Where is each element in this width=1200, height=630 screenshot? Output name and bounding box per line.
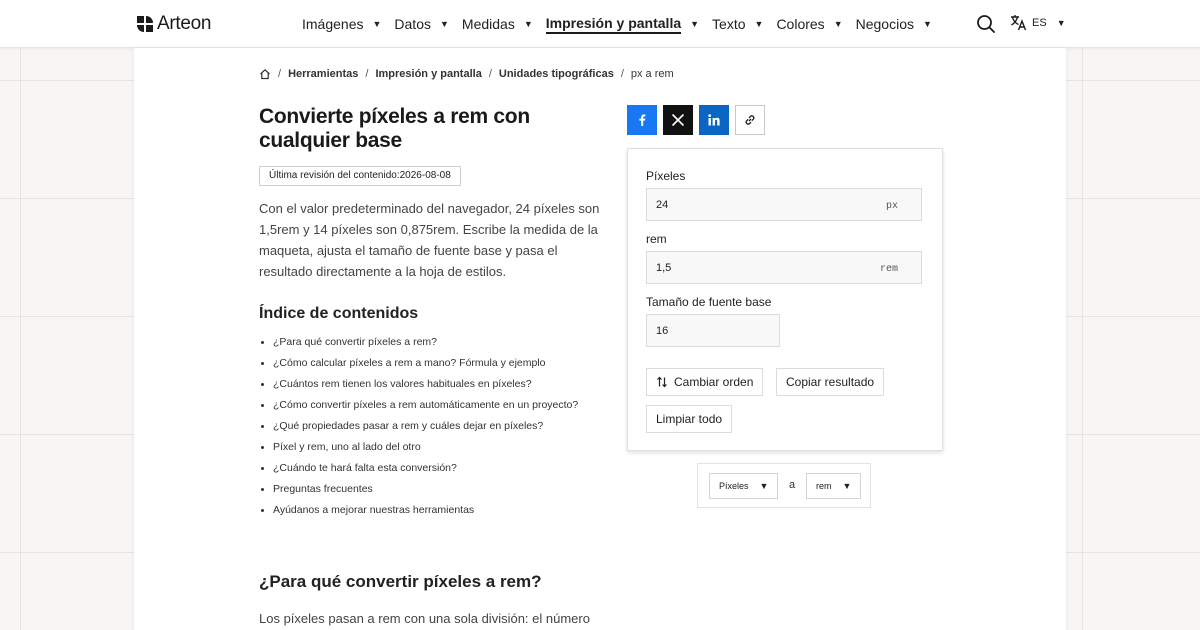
home-icon[interactable] bbox=[259, 68, 271, 80]
breadcrumb-separator: / bbox=[488, 68, 492, 80]
intro-paragraph: Con el valor predeterminado del navegador, 24 píxeles son 1,5rem y 14 píxeles son 0,875rem. Escribe la medida de la maqueta, ajusta el tamaño de fuente base y pasa el resultado directamente a la hoja de estilos. bbox=[259, 201, 600, 279]
link-icon bbox=[743, 113, 757, 127]
toc-link[interactable]: ¿Cómo calcular píxeles a rem a mano? Fórmula y ejemplo bbox=[259, 353, 578, 374]
pixels-field-label: Píxeles bbox=[646, 169, 686, 183]
caret-down-icon: ▼ bbox=[922, 19, 932, 29]
swap-arrows-icon bbox=[656, 376, 668, 388]
share-facebook-button[interactable] bbox=[627, 105, 657, 135]
nav-label: Texto bbox=[712, 16, 746, 32]
nav-item-impresion-pantalla[interactable] bbox=[546, 0, 699, 48]
toc-link[interactable]: ¿Para qué convertir píxeles a rem? bbox=[259, 332, 578, 353]
caret-down-icon: ▼ bbox=[1056, 17, 1066, 28]
main-nav bbox=[302, 0, 945, 48]
content-card bbox=[134, 48, 1066, 630]
breadcrumb-separator: / bbox=[365, 68, 369, 80]
page-title: Convierte píxeles a rem con cualquier base bbox=[259, 105, 530, 152]
clear-all-label: Limpiar todo bbox=[656, 412, 723, 426]
language-label: ES bbox=[1032, 16, 1047, 29]
breadcrumb-link-impresion[interactable]: Impresión y pantalla bbox=[375, 68, 482, 80]
top-navigation-bar bbox=[0, 0, 1200, 48]
breadcrumb-current: px a rem bbox=[630, 68, 674, 80]
toc-link[interactable]: ¿Cuántos rem tienen los valores habituales en píxeles? bbox=[259, 374, 578, 395]
unit-selector bbox=[697, 463, 871, 508]
caret-down-icon: ▼ bbox=[759, 481, 769, 491]
copy-link-button[interactable] bbox=[735, 105, 765, 135]
caret-down-icon: ▼ bbox=[690, 19, 700, 29]
from-unit-value: Píxeles bbox=[719, 481, 749, 491]
to-unit-value: rem bbox=[816, 481, 832, 491]
nav-label: Medidas bbox=[461, 16, 515, 32]
section-heading: ¿Para qué convertir píxeles a rem? bbox=[259, 572, 542, 591]
logo-text: Arteon bbox=[157, 13, 212, 34]
language-selector[interactable] bbox=[1010, 14, 1066, 31]
px-to-rem-converter bbox=[627, 148, 943, 451]
toc-link[interactable]: Preguntas frecuentes bbox=[259, 479, 578, 500]
nav-label: Datos bbox=[394, 16, 431, 32]
nav-item-medidas[interactable] bbox=[462, 0, 533, 48]
nav-label: Colores bbox=[776, 16, 825, 32]
facebook-icon bbox=[635, 113, 649, 127]
pixels-input[interactable] bbox=[647, 189, 921, 220]
toc-link[interactable]: Píxel y rem, uno al lado del otro bbox=[259, 437, 578, 458]
caret-down-icon: ▼ bbox=[523, 19, 533, 29]
search-button[interactable] bbox=[975, 13, 997, 35]
caret-down-icon: ▼ bbox=[833, 19, 843, 29]
swap-order-button[interactable] bbox=[646, 368, 763, 396]
nav-item-datos[interactable] bbox=[394, 0, 449, 48]
to-unit-select[interactable] bbox=[806, 473, 861, 499]
logo-mark-icon bbox=[137, 16, 153, 32]
caret-down-icon: ▼ bbox=[842, 481, 852, 491]
toc-title: Índice de contenidos bbox=[259, 305, 419, 322]
copy-result-button[interactable] bbox=[776, 368, 884, 396]
base-font-size-label: Tamaño de fuente base bbox=[646, 295, 772, 309]
rem-field-label: rem bbox=[646, 232, 667, 246]
copy-result-label: Copiar resultado bbox=[786, 375, 875, 389]
caret-down-icon: ▼ bbox=[372, 19, 382, 29]
section-paragraph: Los píxeles pasan a rem con una sola división: el número bbox=[259, 611, 590, 626]
breadcrumb bbox=[259, 68, 674, 80]
nav-item-colores[interactable] bbox=[776, 0, 842, 48]
clear-all-button[interactable] bbox=[646, 405, 732, 433]
base-font-size-input[interactable] bbox=[647, 315, 779, 346]
translate-icon bbox=[1010, 14, 1027, 31]
caret-down-icon: ▼ bbox=[754, 19, 764, 29]
share-x-button[interactable] bbox=[663, 105, 693, 135]
breadcrumb-link-unidades[interactable]: Unidades tipográficas bbox=[498, 68, 614, 80]
table-of-contents bbox=[259, 332, 578, 521]
rem-field bbox=[646, 251, 922, 284]
toc-link[interactable]: ¿Qué propiedades pasar a rem y cuáles dejar en píxeles? bbox=[259, 416, 578, 437]
rem-unit: rem bbox=[879, 264, 898, 275]
nav-item-negocios[interactable] bbox=[856, 0, 932, 48]
base-font-size-field bbox=[646, 314, 780, 347]
revision-date: 2026-08-08 bbox=[399, 170, 451, 181]
unit-separator: a bbox=[789, 479, 796, 491]
share-linkedin-button[interactable] bbox=[699, 105, 729, 135]
search-icon bbox=[975, 13, 997, 35]
from-unit-select[interactable] bbox=[709, 473, 778, 499]
x-logo-icon bbox=[671, 113, 685, 127]
revision-badge bbox=[259, 166, 461, 186]
share-buttons bbox=[627, 105, 765, 135]
linkedin-icon bbox=[707, 113, 721, 127]
pixels-unit: px bbox=[885, 201, 898, 212]
toc-link[interactable]: ¿Cuándo te hará falta esta conversión? bbox=[259, 458, 578, 479]
breadcrumb-link-herramientas[interactable]: Herramientas bbox=[288, 68, 359, 80]
nav-item-imagenes[interactable] bbox=[302, 0, 381, 48]
toc-link[interactable]: ¿Cómo convertir píxeles a rem automáticamente en un proyecto? bbox=[259, 395, 578, 416]
nav-label: Negocios bbox=[855, 16, 914, 32]
breadcrumb-separator: / bbox=[278, 68, 282, 80]
nav-label: Impresión y pantalla bbox=[546, 15, 681, 34]
toc-link[interactable]: Ayúdanos a mejorar nuestras herramientas bbox=[259, 500, 578, 521]
logo[interactable] bbox=[137, 13, 211, 35]
swap-order-label: Cambiar orden bbox=[674, 375, 754, 389]
pixels-field bbox=[646, 188, 922, 221]
nav-item-texto[interactable] bbox=[712, 0, 763, 48]
breadcrumb-separator: / bbox=[620, 68, 624, 80]
revision-label: Última revisión del contenido: bbox=[269, 170, 400, 181]
nav-label: Imágenes bbox=[302, 16, 364, 32]
caret-down-icon: ▼ bbox=[439, 19, 449, 29]
